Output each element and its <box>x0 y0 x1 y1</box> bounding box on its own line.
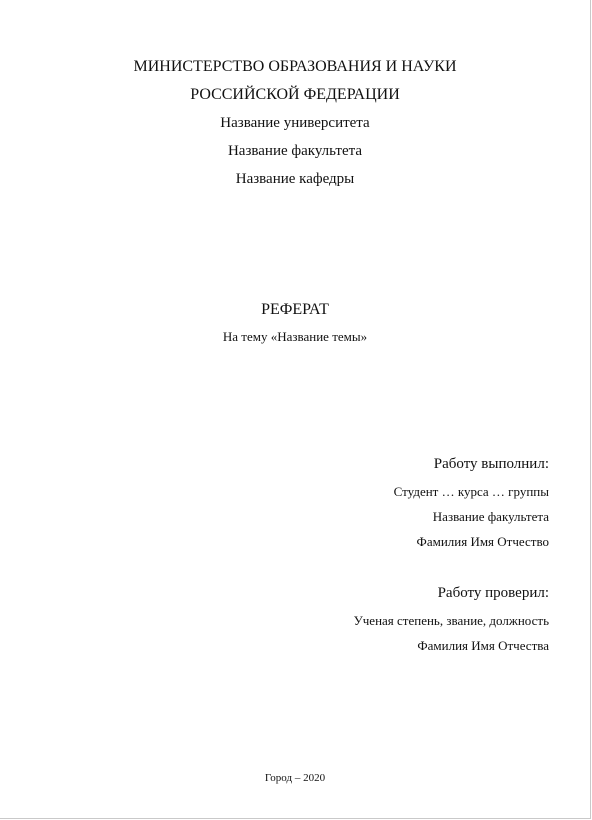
performer-student: Студент … курса … группы <box>393 484 549 499</box>
performer-name: Фамилия Имя Отчество <box>416 534 549 549</box>
reviewer-position: Ученая степень, звание, должность <box>353 613 549 628</box>
ministry-line-2: РОССИЙСКОЙ ФЕДЕРАЦИИ <box>190 86 400 103</box>
document-topic: На тему «Название темы» <box>222 329 368 344</box>
performer-heading: Работу выполнил: <box>433 456 549 472</box>
reviewer-name: Фамилия Имя Отчества <box>417 638 549 653</box>
department-name: Название кафедры <box>235 171 355 187</box>
performer-faculty: Название факультета <box>432 509 549 524</box>
document-type-title: РЕФЕРАТ <box>261 301 329 318</box>
city-year: Город – 2020 <box>264 772 326 784</box>
ministry-line-1: МИНИСТЕРСТВО ОБРАЗОВАНИЯ И НАУКИ <box>133 58 457 75</box>
university-name: Название университета <box>220 115 370 131</box>
faculty-name: Название факультета <box>227 143 363 159</box>
reviewer-heading: Работу проверил: <box>437 585 549 601</box>
